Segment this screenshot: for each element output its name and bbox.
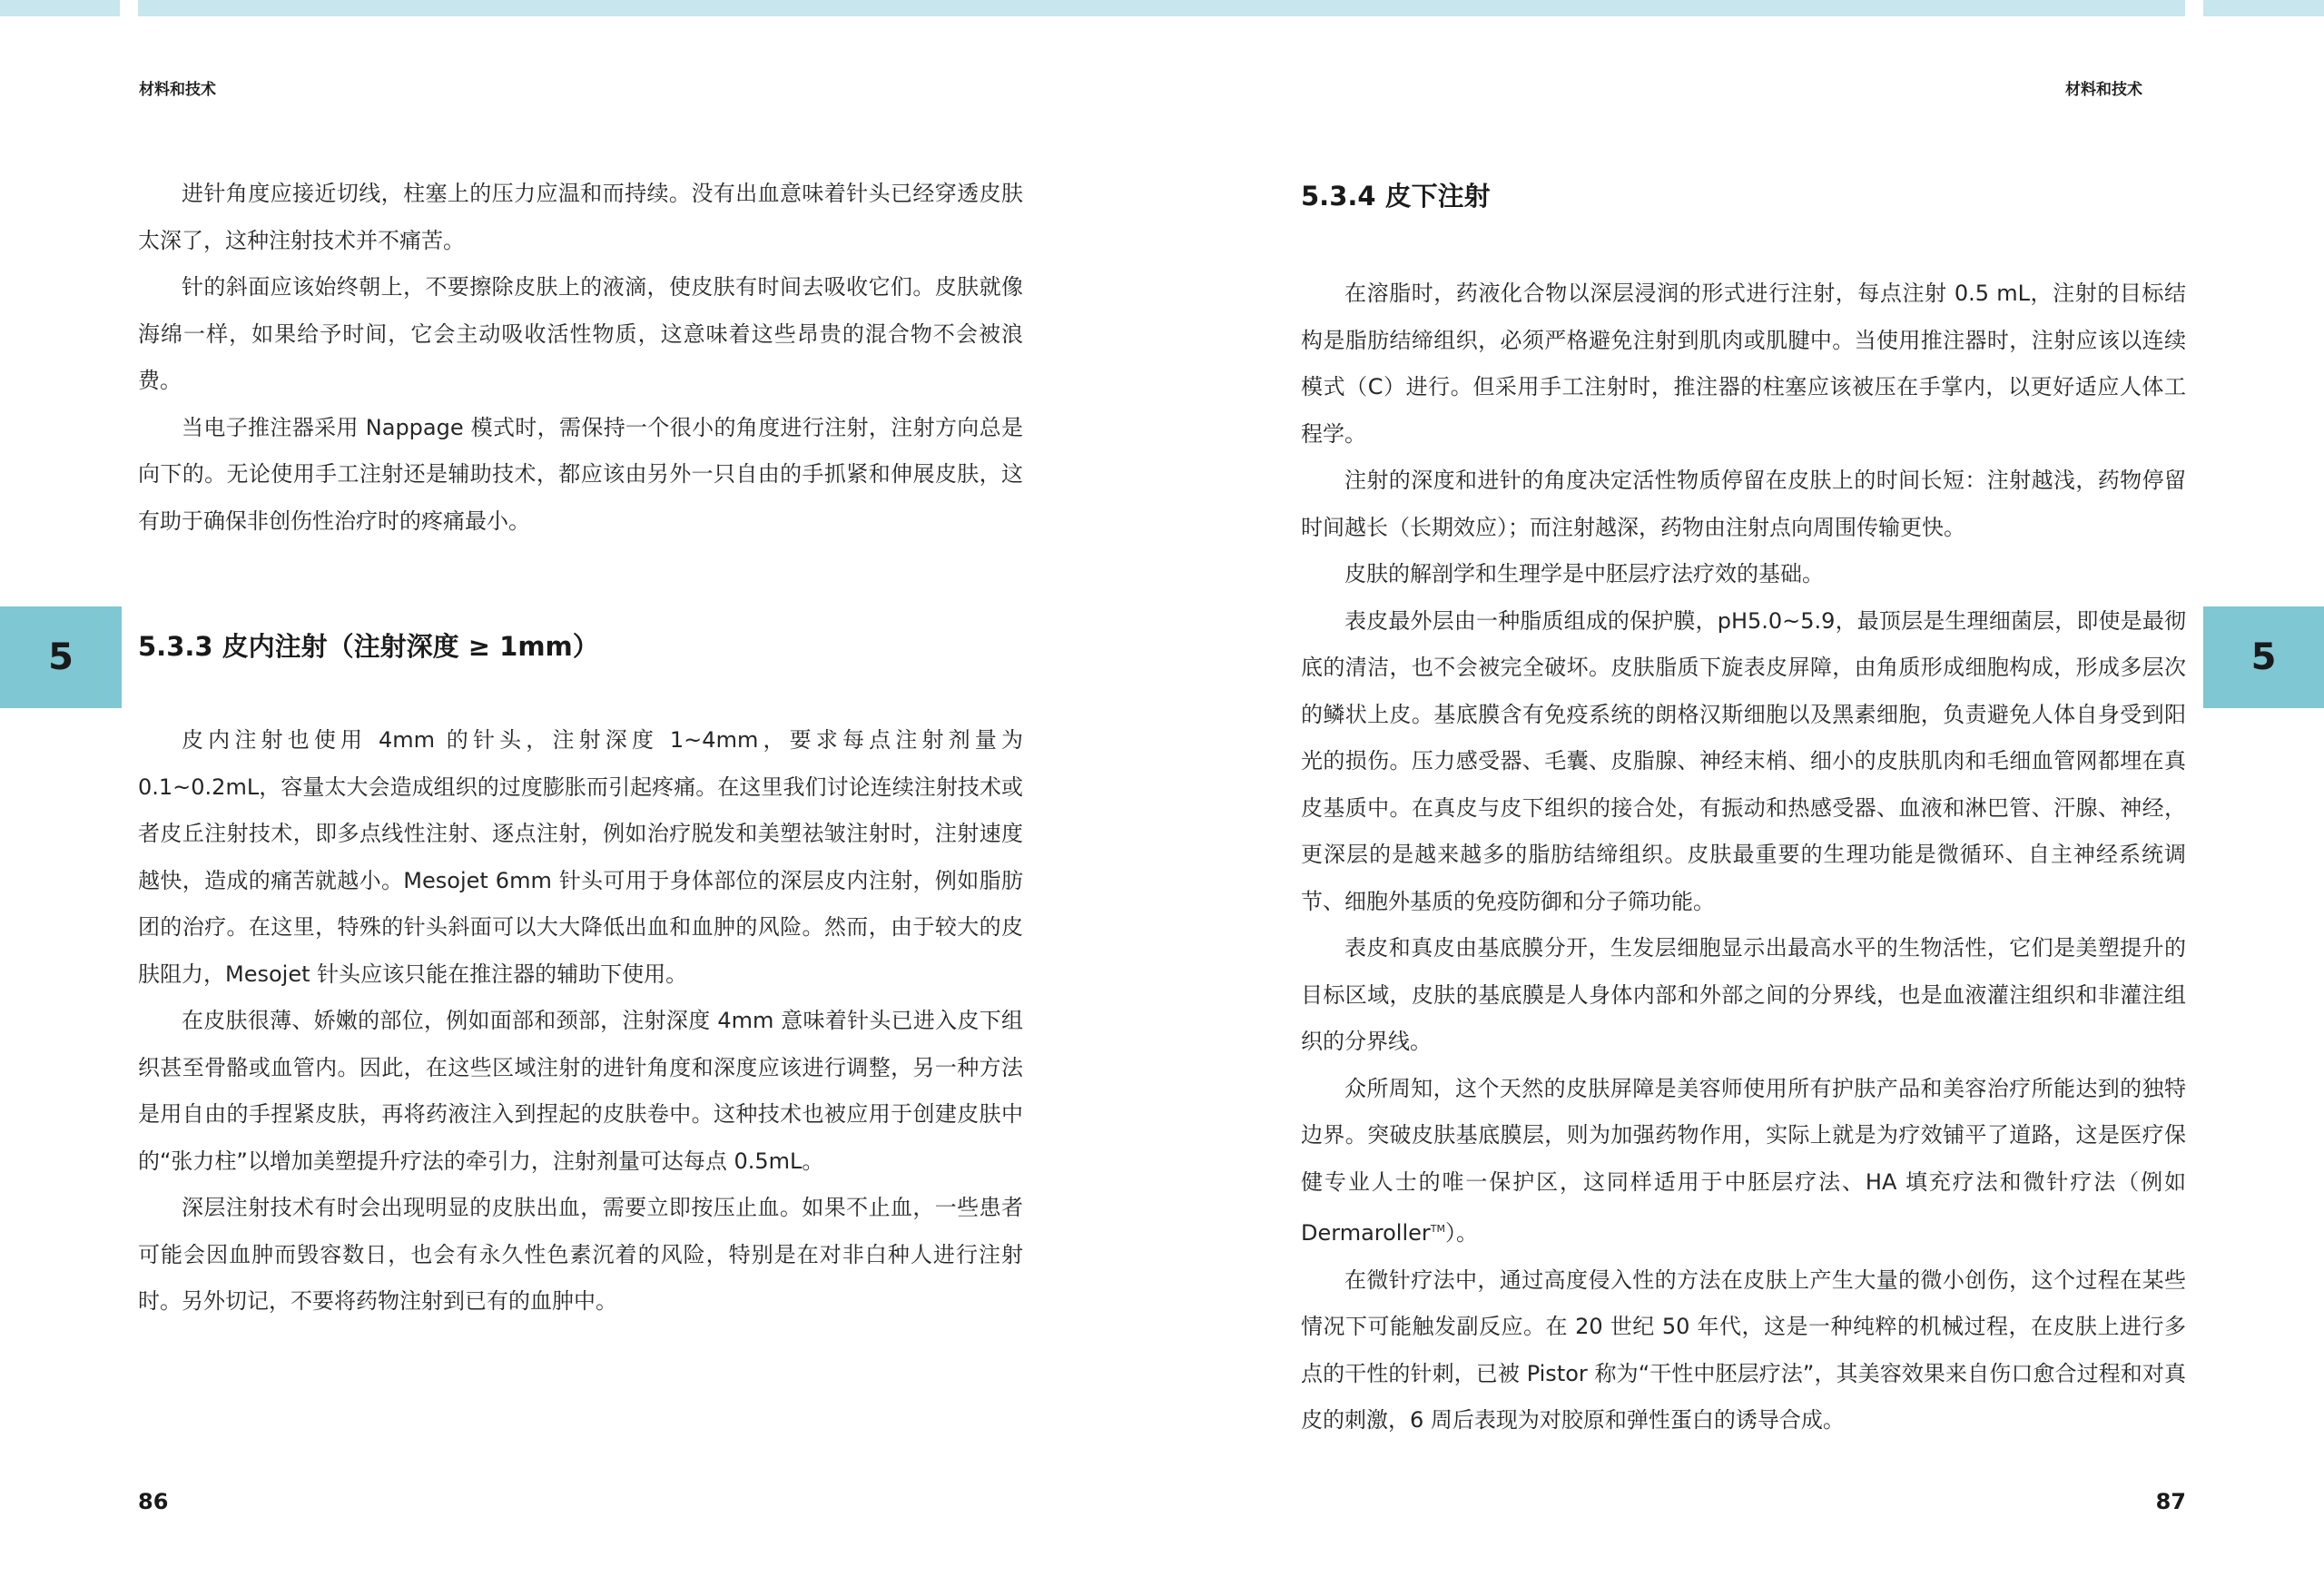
paragraph: 在皮肤很薄、娇嫩的部位，例如面部和颈部，注射深度 4mm 意味着针头已进入皮下组织甚至骨骼或血管内。因此，在这些区域注射的进针角度和深度应该进行调整，另一种方法是用自由的手捏紧皮肤，再将药液注入到捏起的皮肤卷中。这种技术也被应用于创建皮肤中的“张力柱”以增加美塑提升疗法的牵引力，注射剂量可达每点 0.5mL。: [138, 1008, 1023, 1174]
running-head-left: 材料和技术: [139, 81, 216, 99]
paragraph-text-tail: ）。: [1445, 1220, 1478, 1246]
chapter-tab-left: 5: [0, 606, 122, 708]
page-number-left: 86: [138, 1489, 169, 1514]
paragraph: 针的斜面应该始终朝上，不要擦除皮肤上的液滴，使皮肤有时间去吸收它们。皮肤就像海绵一样，如果给予时间，它会主动吸收活性物质，这意味着这些昂贵的混合物不会被浪费。: [138, 274, 1023, 393]
section-heading: 5.3.4 皮下注射: [1301, 181, 1491, 212]
paragraph: 在微针疗法中，通过高度侵入性的方法在皮肤上产生大量的微小创伤，这个过程在某些情况下可能触发副反应。在 20 世纪 50 年代，这是一种纯粹的机械过程，在皮肤上进行多点的干性的针刺，已被 Pistor 称为“干性中胚层疗法”，其美容效果来自伤口愈合过程和对真皮的刺激，6 周后表现为对胶原和弹性蛋白的诱导合成。: [1301, 1267, 2186, 1433]
left-page-intro: [138, 171, 1023, 545]
chapter-tab-right: 5: [2203, 606, 2324, 708]
paragraph: 当电子推注器采用 Nappage 模式时，需保持一个很小的角度进行注射，注射方向总是向下的。无论使用手工注射还是辅助技术，都应该由另外一只自由的手抓紧和伸展皮肤，这有助于确保非创伤性治疗时的疼痛最小。: [138, 414, 1023, 534]
paragraph: 注射的深度和进针的角度决定活性物质停留在皮肤上的时间长短：注射越浅，药物停留时间越长（长期效应）；而注射越深，药物由注射点向周围传输更快。: [1301, 468, 2186, 540]
paragraph: [1301, 1066, 2186, 1257]
top-bar-left-edge: [0, 0, 120, 16]
paragraph: 在溶脂时，药液化合物以深层浸润的形式进行注射，每点注射 0.5 mL，注射的目标结构是脂肪结缔组织，必须严格避免注射到肌肉或肌腱中。当使用推注器时，注射应该以连续模式（C）进行。但采用手工注射时，推注器的柱塞应该被压在手掌内，以更好适应人体工程学。: [1301, 281, 2186, 447]
paragraph: 表皮最外层由一种脂质组成的保护膜，pH5.0~5.9，最顶层是生理细菌层，即使是最彻底的清洁，也不会被完全破坏。皮肤脂质下旋表皮屏障，由角质形成细胞构成，形成多层次的鳞状上皮。基底膜含有免疫系统的朗格汉斯细胞以及黑素细胞，负责避免人体自身受到阳光的损伤。压力感受器、毛囊、皮脂腺、神经末梢、细小的皮肤肌肉和毛细血管网都埋在真皮基质中。在真皮与皮下组织的接合处，有振动和热感受器、血液和淋巴管、汗腺、神经，更深层的是越来越多的脂肪结缔组织。皮肤最重要的生理功能是微循环、自主神经系统调节、细胞外基质的免疫防御和分子筛功能。: [1301, 607, 2186, 914]
paragraph: 深层注射技术有时会出现明显的皮肤出血，需要立即按压止血。如果不止血，一些患者可能会因血肿而毁容数日，也会有永久性色素沉着的风险，特别是在对非白种人进行注射时。另外切记，不要将药物注射到已有的血肿中。: [138, 1195, 1023, 1314]
section-heading: 5.3.3 皮内注射（注射深度 ≥ 1mm）: [138, 631, 599, 662]
paragraph: 皮肤的解剖学和生理学是中胚层疗法疗效的基础。: [1344, 561, 1824, 586]
running-head-right: 材料和技术: [2065, 81, 2142, 99]
left-page-section-body: [138, 717, 1023, 1326]
top-bar-center: [138, 0, 2185, 16]
section-5-3-4: [1301, 178, 2186, 214]
right-page-body: [1301, 271, 2186, 1444]
paragraph: 进针角度应接近切线，柱塞上的压力应温和而持续。没有出血意味着针头已经穿透皮肤太深了，这种注射技术并不痛苦。: [138, 181, 1023, 253]
paragraph-text: 众所周知，这个天然的皮肤屏障是美容师使用所有护肤产品和美容治疗所能达到的独特边界。突破皮肤基底膜层，则为加强药物作用，实际上就是为疗效铺平了道路，这是医疗保健专业人士的唯一保护区，这同样适用于中胚层疗法、HA 填充疗法和微针疗法（例如 Dermaroller: [1301, 1075, 2186, 1246]
section-5-3-3: [138, 628, 1023, 665]
page-number-right: 87: [2155, 1489, 2186, 1514]
trademark-symbol: TM: [1430, 1223, 1445, 1235]
paragraph: 表皮和真皮由基底膜分开，生发层细胞显示出最高水平的生物活性，它们是美塑提升的目标区域，皮肤的基底膜是人身体内部和外部之间的分界线，也是血液灌注组织和非灌注组织的分界线。: [1301, 935, 2186, 1054]
top-bar-right-edge: [2203, 0, 2324, 16]
paragraph: 皮内注射也使用 4mm 的针头，注射深度 1~4mm，要求每点注射剂量为 0.1~0.2mL，容量太大会造成组织的过度膨胀而引起疼痛。在这里我们讨论连续注射技术或者皮丘注射技术，即多点线性注射、逐点注射，例如治疗脱发和美塑祛皱注射时，注射速度越快，造成的痛苦就越小。Mesojet 6mm 针头可用于身体部位的深层皮内注射，例如脂肪团的治疗。在这里，特殊的针头斜面可以大大降低出血和血肿的风险。然而，由于较大的皮肤阻力，Mesojet 针头应该只能在推注器的辅助下使用。: [138, 727, 1023, 987]
